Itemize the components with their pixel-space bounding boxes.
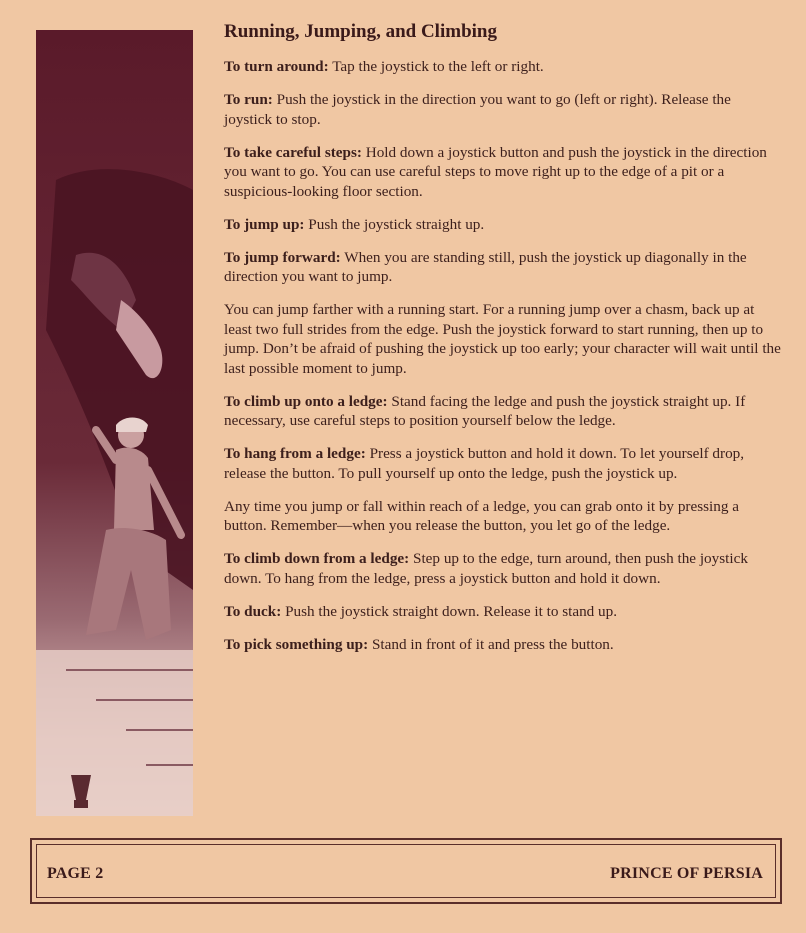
instruction-lead: To hang from a ledge: [224, 445, 366, 462]
instruction-text: Tap the joystick to the left or right. [328, 58, 544, 75]
instruction-paragraph [224, 549, 782, 588]
instruction-paragraph [224, 497, 782, 536]
instruction-lead: To pick something up: [224, 635, 369, 653]
instruction-paragraph [224, 90, 782, 129]
instruction-paragraph [224, 635, 782, 655]
instruction-paragraph [224, 143, 782, 202]
instruction-lead: To climb down from a ledge: [224, 550, 410, 567]
instruction-text: Step up to the edge, turn around, then push the joystick down. To hang from the ledge, press a joystick button and hold it down. [224, 550, 748, 587]
instruction-paragraph [224, 215, 782, 235]
instruction-text: Any time you jump or fall within reach of a ledge, you can grab onto it by pressing a button. Remember—when you release the button, you let go of the ledge. [224, 497, 739, 534]
instruction-text: Press a joystick button and hold it down. To let yourself drop, release the button. To pull yourself up onto the ledge, push the joystick up. [224, 445, 745, 482]
instruction-paragraph [224, 248, 782, 287]
page-number: PAGE 2 [47, 865, 104, 882]
instruction-paragraph [224, 444, 782, 483]
instruction-lead: To run: [224, 91, 273, 108]
instruction-lead: To take careful steps: [224, 143, 362, 161]
instructions-section [224, 20, 782, 668]
instruction-text: You can jump farther with a running start. For a running jump over a chasm, back up at least two full strides from the edge. Push the joystick forward to start running, then up to jump. Don’t be afraid of pushing the joystick up too early; your character will wait until the last possible moment to jump. [224, 301, 781, 377]
game-title: PRINCE OF PERSIA [610, 865, 763, 882]
instruction-paragraph [224, 392, 782, 431]
instruction-paragraph [224, 57, 782, 77]
instruction-text: Push the joystick straight down. Release it to stand up. [281, 602, 618, 620]
instruction-text: Hold down a joystick button and push the joystick in the direction you want to go. You can use careful steps to move right up to the edge of a pit or a suspicious-looking floor section. [224, 143, 767, 200]
instruction-text: Push the joystick straight up. [304, 215, 485, 233]
instruction-text: Stand facing the ledge and push the joystick straight up. If necessary, use careful steps to position yourself below the ledge. [224, 392, 746, 429]
instruction-lead: To jump up: [224, 215, 305, 233]
instruction-text: Stand in front of it and press the button. [368, 635, 614, 653]
instruction-text: Push the joystick in the direction you want to go (left or right). Release the joystick to stop. [224, 91, 731, 128]
instruction-paragraph [224, 300, 782, 378]
section-heading: Running, Jumping, and Climbing [224, 21, 497, 42]
instruction-lead: To jump forward: [224, 248, 341, 266]
instruction-lead: To climb up onto a ledge: [224, 392, 388, 410]
instruction-text: When you are standing still, push the joystick up diagonally in the direction you want to jump. [224, 248, 747, 285]
prince-illustration [36, 30, 193, 816]
instruction-lead: To duck: [224, 602, 282, 620]
footer-frame [36, 844, 776, 898]
instruction-lead: To turn around: [224, 58, 329, 75]
page-footer [30, 838, 782, 904]
instruction-paragraph [224, 602, 782, 622]
